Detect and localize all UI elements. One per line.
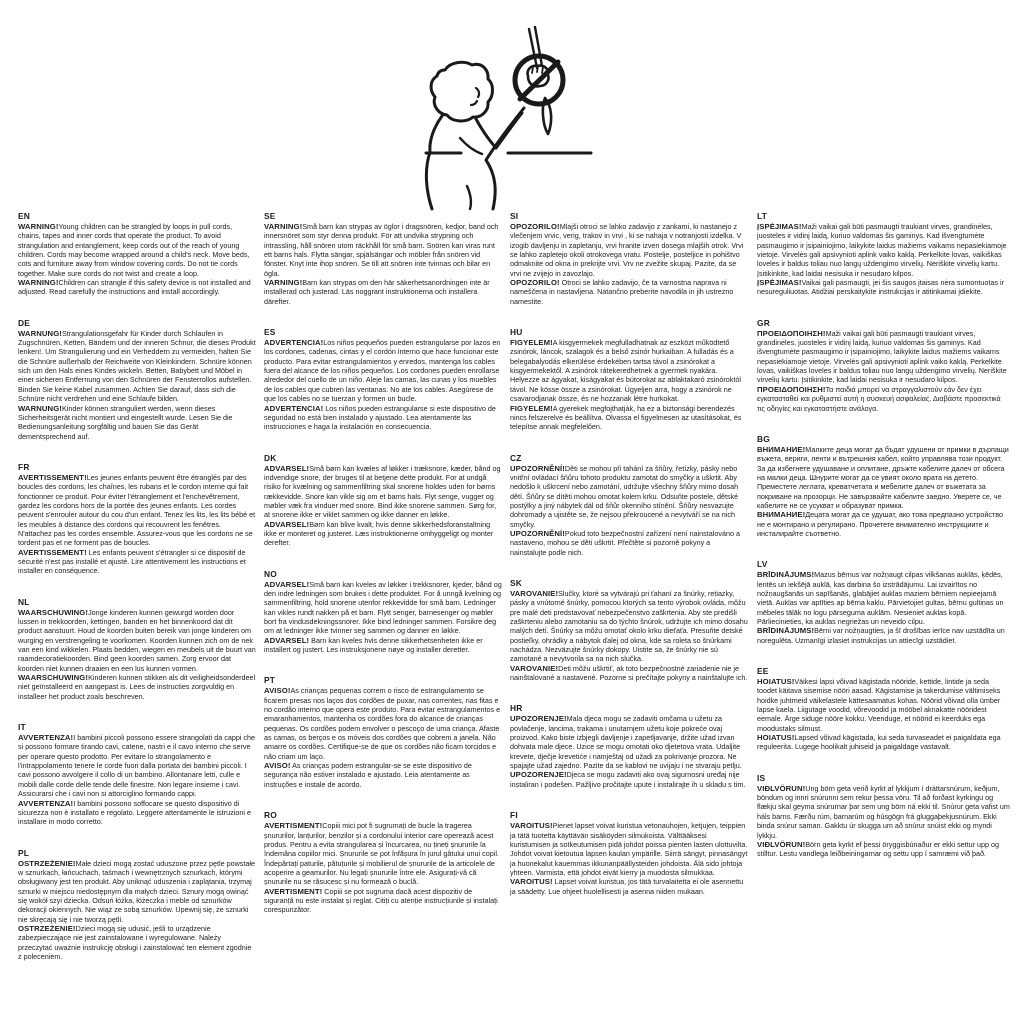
warning-text: Barn kan kveles hvis denne sikkerhetsenheten ikke er installert og justert. Les instruksjonene nøye og installer deretter. — [264, 635, 483, 655]
language-section — [18, 597, 256, 701]
language-code-label: ES — [264, 327, 276, 338]
warning-text: Dzieci mogą się udusić, jeśli to urządzenie zabezpieczające nie jest zainstalowane i wyregulowane. Należy przeczytać uważnie instrukcję obsługi i zainstalować ten element zgodnie z poleceniem. — [18, 923, 252, 961]
warning-text: Börn geta kyrkt ef þessi öryggisbúnaður er ekki settur upp og stilltur. Lestu vandlega leiðbeiningarnar og settu upp í samræmi við það. — [757, 839, 1000, 859]
warning-text: A gyerekek megfojthatják, ha ez a biztonsági berendezés nincs felszerelve és beállítva. Olvassa el figyelmesen az utasításokat, és telepítse annak megfelelően. — [510, 403, 742, 432]
warning-text: Mlajši otroci se lahko zadavijo z zankami, ki nastanejo z vlečenjem vrvic, verig, trakov in vrvi , ki se nahaja v notranjosti izdelka. V izogib davljenju in zapletanju, vrvi hranite izven dosega mlajših otrok. Vrvi se lahko zapletejo okoli otrokovega vratu. Postelje, posteljice in pohištvo odmaknite od okna in prekrijte vrvi. Vrv ne zvežite skupaj. Pazite, da se vrvi ne zvijejo in zavozlajo. — [510, 222, 744, 278]
warning-label: VAROVANIE! — [510, 663, 559, 673]
warning-text: Les jeunes enfants peuvent être étranglés par des boucles des cordons, les chaînes, les rubans et le cordon interne qui fait fonctionner ce produit. Pour éviter l'étranglement et l'enchevêtrement, gardez les cordons hors de la portée des jeunes enfants. Les cordes peuvent s'enrouler autour du cou d'un enfant. Tenez les lits, les lits bébé et les meubles à distance des cordons qui recouvrent les fenêtres. N'attachez pas les cordes ensemble. Assurez-vous que les cordons ne se tordent pas et ne forment pas de boucles. — [18, 472, 256, 548]
warning-text: Børn kan blive kvalt, hvis denne sikkerhedsforanstaltning ikke er monteret og justeret. Læs instruktionerne omhyggeligt og monter derefter. — [264, 519, 494, 548]
warning-paragraph-1 — [18, 222, 256, 278]
warning-label: AVERTISMENT! — [264, 821, 323, 831]
warning-paragraph-1 — [264, 338, 502, 403]
language-code-label: PT — [264, 675, 276, 686]
warning-paragraph-1 — [510, 821, 748, 877]
warning-text: Maži vaikai gali būti pasmaugti traukiant virves, grandinėles, juosteles ir vidinį laidą, kuriuo valdomas šis gaminys. Kad išvengtumėte pasmaugimo ir įsipainiojimo, laikykite laidus mažiems vaikams nepasiekiamoje vietoje. Virvelės gali apsivynioti aplink vaiko kaklą. Perkelkite lovas, vaikiškas loveles ir baldus toliau nuo langų uždengimo virvelių. Neriškite virvelių kartu. Įsitikinkite, kad laidai nesisuka ir nesudaro kilpos. — [757, 222, 1007, 278]
warning-paragraph-2 — [18, 799, 256, 827]
warning-paragraph-2 — [264, 887, 502, 915]
warning-text: Kinderen kunnen stikken als dit veiligheidsonderdeel niet geïnstalleerd en aangepast is. Lees de instructies zorgvuldig en installeer het product zoals beschreven. — [18, 673, 256, 701]
warning-paragraph-2 — [18, 548, 256, 576]
language-column-4 — [757, 211, 1010, 880]
language-section — [264, 810, 502, 914]
language-section — [18, 848, 256, 962]
language-column-2 — [264, 211, 502, 936]
warning-paragraph-2 — [264, 761, 502, 789]
warning-text: Mala djeca mogu se zadaviti omčama u užetu za povlačenje, lancima, trakama i unutarnjem užetu koje pokreće ovaj proizvod. Kako biste izbjegli davljenje i zapetljavanje, držite užad izvan dohvata male djece. Uzice se mogu omotati oko djetetova vrata. Udaljite krevete, dječje krevetiće i namještaj od užadi za pokrivanje prozora. Ne spajajte užad zajedno. Pazite da se kablovi ne uvijaju i ne stvaraju petlju. — [510, 714, 742, 771]
language-section — [510, 703, 748, 789]
warning-text: Copiii se pot sugruma dacă acest dispozitiv de siguranță nu este instalat și reglat. Citiți cu atenție instrucțiunile și instalați corespunzător. — [264, 886, 498, 915]
language-code-label: IS — [757, 772, 766, 783]
warning-label: ВНИМАНИЕ! — [757, 444, 806, 454]
language-code-label: LV — [757, 559, 768, 570]
warning-paragraph-1 — [264, 821, 502, 886]
warning-paragraph-1 — [264, 464, 502, 520]
language-code-label: IT — [18, 722, 26, 733]
warning-paragraph-1 — [757, 445, 1010, 510]
warning-text: Deti môžu uškrtiť, ak toto bezpečnostné zariadenie nie je nainštalované a nastavené. Pozorne si prečítajte pokyny a nainštalujte ich. — [510, 663, 748, 683]
warning-text: Children can strangle if this safety device is not installed and adjusted. Read carefully the instructions and install accordingly. — [18, 278, 251, 297]
warning-text: Pokud toto bezpečnostní zařízení není nainstalováno a nastaveno, mohou se děti uškrtit. Přečtěte si pozorně pokyny a nainstalujte podle nich. — [510, 528, 740, 557]
warning-label: VARNING! — [264, 278, 303, 288]
warning-text: Los niños pequeños pueden estrangularse por lazos en los cordones, cadenas, cintas y el cordón interno que hace funcionar este producto. Para evitar estrangulamientos y enredos, mantenga los cables fuera del alcance de los niños pequeños. Los cordones pueden enrollarse alrededor del cuello de un niño. Aleje las camas, las cunas y los muebles de los cables que cubren las ventanas. No ate los cables. Asegúrese de que los cables no se tuerzan y formen un bucle. — [264, 338, 501, 404]
warning-label: ADVARSEL! — [264, 635, 310, 645]
warning-label: HOIATUS! — [757, 677, 795, 687]
language-section — [264, 569, 502, 655]
warning-paragraph-1 — [757, 784, 1010, 840]
warning-label: VAROVANIE! — [510, 588, 559, 598]
warning-paragraph-1 — [510, 714, 748, 770]
warning-paragraph-2 — [510, 278, 748, 306]
warning-label: WARNING! — [18, 222, 59, 231]
warning-paragraph-1 — [18, 473, 256, 548]
warning-text: Barn kan strypas om den här säkerhetsanordningen inte är installerad och justerad. Läs noggrant instruktionerna och installera därefter. — [264, 278, 490, 306]
language-code-label: CZ — [510, 452, 522, 463]
language-section — [264, 675, 502, 789]
warning-paragraph-1 — [264, 580, 502, 636]
warning-label: VAROITUS! — [510, 877, 553, 887]
warning-label: ĮSPĖJIMAS! — [757, 278, 802, 288]
language-section — [510, 453, 748, 557]
warning-text: Strangulationsgefahr für Kinder durch Schlaufen in Zugschnüren, Ketten, Bändern und der inneren Schnur, die dieses Produkt lenken!. Um Strangulierung und ein Verheddern zu vermeiden, halten Sie die Schnüre außerhalb der Reichweite von Kleinkindern. Schnüre können sich um den Hals eines Kindes wickeln. Betten, Babybett und Möbel in einer sicheren Entfernung von den Schnüren der Fensterrollos aufstellen. Binden Sie keine Kabel zusammen. Achten Sie darauf, dass sich die Schnüre nicht verdrehen und eine Schlaufe bilden. — [18, 328, 256, 404]
warning-paragraph-2 — [264, 636, 502, 655]
warning-text: As crianças podem estrangular-se se este dispositivo de segurança não estiver instalado e ajustado. Leia atentamente as instruções e instale de acordo. — [264, 761, 472, 789]
language-section — [18, 318, 256, 441]
warning-text: Mazus bērnus var nožņaugt cilpas vilkšanas auklās, ķēdēs, lentēs un iekšējā auklā, kas darbina šo izstrādājumu. Lai izvairītos no nožņaugšanās un sapīšanās, glabājiet auklas maziem bērniem nepieejamā vietā. Auklas var aptīties ap bērna kaklu. Pārvietojiet gultas, bērnu gultiņas un mēbeles tālāk no logu pārseguma auklām. Nesieniet auklas kopā. Pārliecinieties, ka auklas negriežas un neveido cilpu. — [757, 570, 1004, 626]
child-figure — [426, 62, 524, 209]
warning-paragraph-1 — [264, 222, 502, 278]
warning-label: WAARSCHUWING! — [18, 673, 89, 683]
warning-label: UPOZORNĚNÍ! — [510, 528, 565, 538]
language-code-label: NO — [264, 568, 277, 579]
warning-label: OSTRZEŻENIE! — [18, 858, 76, 868]
warning-paragraph-2 — [18, 673, 256, 701]
warning-label: VIÐLVÖRUN! — [757, 783, 806, 793]
warning-text: Малките деца могат да бъдат удушени от примки в дърпащи въжета, вериги, ленти и вътрешния кабел, който управлява този продукт. За да избегнете удушаване и оплитане, дръжте кабелите далеч от обсега на малки деца. Шнурите могат да се увият около врата на детето. Преместете леглата, креватчетата и мебелите далеч от въжетата за покриване на прозорци. Не завързвайте кабелите заедно. Уверете се, че кабелите не се усукват и образуват примка. — [757, 444, 1009, 510]
warning-text: I bambini piccoli possono essere strangolati da cappi che si possono formare tirando cavi, catene, nastri e il cavo interno che serve per operare questo prodotto. Per evitare lo strangolamento e l'intrappolamento tenere le corde fuori dalla portata dei bambini piccoli. I cavi possono avvolgere il collo di un bambino. Allontanare letti, culle e mobili dalle corde delle tende delle finestre. Non legare insieme i cavi. Assicurarsi che i cavi non si attorciglino formando cappi. — [18, 733, 255, 799]
warning-label: ADVERTENCIA! — [264, 338, 324, 348]
warning-label: AVERTISSEMENT! — [18, 472, 87, 482]
warning-text: Små børn kan kvæles af løkker i træksnore, kæder, bånd og indvendige snore, der bruges til at betjene dette produkt. For at undgå risiko for kvælning og sammenfiltring skal snorene holdes uden for børns rækkevidde. Snore kan vikle sig om et barns hals. Flyt senge, vugger og møbler væk fra vinduer med snore. Bind ikke snorene sammen. Sørg for, at snorene ikke er viklet sammen og ikke danner en løkke. — [264, 463, 501, 520]
warning-paragraph-1 — [757, 570, 1010, 626]
language-code-label: EE — [757, 666, 769, 677]
warning-text: A kisgyermekek megfulladhatnak az eszközt működtető zsinórok, láncok, szalagok és a belső zsinór hurkaiban. A fulladás és a belegabalyodás elkerülése érdekében tartsa távol a zsinórokat a kisgyermekektől. A zsinórok rátekeredhetnek a gyermek nyakára. Helyezze az ágyakat, kiságyakat és bútorokat az ablaktakaró zsinóroktól távol. Ne kösse össze a zsinórokat. Ügyeljen arra, hogy a zsinórok ne csavarodjanak össze, és ne hozzanak létre hurkokat. — [510, 338, 741, 404]
language-code-label: EN — [18, 211, 31, 221]
warning-label: ΠΡΟΕΙΔΟΠΟΙΗΣΗ! — [757, 384, 826, 394]
warning-text: Små barn kan kveles av løkker i trekksnorer, kjeder, bånd og den indre ledningen som brukes i dette produktet. For å unngå kvelning og sammenfiltring, hold snorene utenfor rekkevidde for små barn. Ledninger kan vikles rundt nakken på et barn. Flytt senger, barnesenger og møbler bort fra vindusdekningssnorer. Ikke bind ledninger sammen. Forsikre deg om at ledninger ikke tvinner seg sammen og danner en løkke. — [264, 579, 502, 636]
language-section — [757, 559, 1010, 645]
warning-text: Slučky, ktoré sa vytvárajú pri ťahaní za šnúrky, retiazky, pásky a vnútorné šnúrky, pomocou ktorých sa tento výrobok ovláda, môžu pre malé deti predstavovať nebezpečenstvo zaškrtenia. Aby ste predišli zaškrteniu alebo zamotaniu sa do týchto šnúrok, udržujte ich mimo dosahu malých detí. Šnúrky sa môžu omotať okolo krku dieťaťa. Presuňte detské postieľky, ohrádky a nábytok ďalej od okna, kde sa roleta so šnúrkami nachádza. Nezväzujte šnúrky dokopy. Uistite sa, že šnúrky nie sú zamotané a nevytvorila sa na nich slučka. — [510, 588, 748, 664]
warning-text: Τα παιδιά μπορεί να στραγγαλιστούν εάν δεν έχει εγκατασταθεί και ρυθμιστεί αυτή η συσκευή ασφαλείας. Διαβάστε προσεκτικά τις οδηγίες και εγκαταστήστε ανάλογα. — [757, 384, 1001, 413]
warning-text: Otroci se lahko zadavijo, če ta varnostna naprava ni nameščena in nastavljena. Natančno preberite navodila in jih ustrezno namestite. — [510, 278, 734, 306]
warning-text: Lapset voivat kuristua, jos tätä turvalaitetta ei ole asennettu ja säädetty. Lue ohjeet huolellisesti ja asenna niiden mukaan. — [510, 877, 744, 896]
language-code-label: HU — [510, 327, 523, 338]
warning-label: AVERTISSEMENT! — [18, 547, 87, 557]
warning-paragraph-2 — [510, 404, 748, 432]
warning-text: Kinder können stranguliert werden, wenn dieses Sicherheitsgerät nicht montiert und eingestellt wurde. Lesen Sie die Bedienungsanleitung sorgfältig und bauen Sie das Gerät dementsprechend auf. — [18, 403, 233, 441]
warning-text: Bērni var nožņaugties, ja šī drošības ierīce nav uzstādīta un noregulēta. Uzmanīgi izlasiet instrukcijas un attiecīgi uzstādiet. — [757, 626, 1005, 645]
warning-label: OPOZORILO! — [510, 278, 560, 288]
warning-label: AVISO! — [264, 761, 291, 771]
warning-paragraph-2 — [757, 733, 1010, 752]
warning-paragraph-2 — [757, 385, 1010, 413]
warning-text: Väikesi lapsi võivad kägistada nööride, kettide, lintide ja seda toodet käitava sisemise nööri aasad. Kägistamise ja takerdumise vältimiseks hoidke juhtmeid väikelastele kättesaamatus kohas. Nöörid võivad olla ümber lapse kaela. Liigutage voodid, võrevoodid ja mööbel aknakatte nööridest eemale. Ärge siduge nööre kokku. Veenduge, et nöörid ei keerduks ega moodustaks silmust. — [757, 677, 1001, 733]
warning-label: ĮSPĖJIMAS! — [757, 222, 802, 231]
warning-paragraph-2 — [757, 626, 1010, 645]
warning-label: WARNUNG! — [18, 328, 62, 338]
warning-label: FIGYELEM! — [510, 403, 553, 413]
warning-label: AVVERTENZA! — [18, 798, 74, 808]
warning-paragraph-2 — [264, 404, 502, 432]
language-code-label: GR — [757, 317, 770, 328]
warning-label: OSTRZEŻENIE! — [18, 923, 76, 933]
language-code-label: HR — [510, 703, 523, 714]
warning-paragraph-2 — [18, 278, 256, 297]
warning-label: UPOZORENJE! — [510, 714, 567, 724]
warning-text: Vaikai gali pasmaugti, jei šis saugos įtaisas nėra sumontuotas ir nesureguliuotas. Atidžiai perskaitykite instrukcijas ir atitinkamai įdiekite. — [757, 278, 1004, 297]
language-section — [264, 211, 502, 306]
warning-paragraph-2 — [757, 278, 1010, 297]
warning-paragraph-1 — [510, 338, 748, 403]
language-code-label: BG — [757, 433, 770, 444]
warning-paragraph-2 — [18, 924, 256, 961]
warning-paragraph-1 — [757, 329, 1010, 385]
warning-label: ADVARSEL! — [264, 463, 310, 473]
warning-text: Децата могат да се удушат, ако това предпазно устройство не е монтирано и регулирано. Прочетете внимателно инструкциите и инсталирайте съответно. — [757, 510, 1003, 538]
language-section — [757, 318, 1010, 413]
warning-label: VAROITUS! — [510, 821, 553, 831]
warning-label: FIGYELEM! — [510, 338, 553, 348]
warning-label: ADVARSEL! — [264, 579, 310, 589]
warning-label: AVISO! — [264, 686, 291, 696]
language-section — [757, 434, 1010, 538]
language-section — [510, 578, 748, 682]
warning-label: BRĪDINĀJUMS! — [757, 626, 815, 636]
warning-text: Copiii mici pot fi sugrumați de bucle la tragerea șnururilor, lanțurilor, benzilor și a cordonului interior care operează acest produs. Pentru a evita strangularea și încurcarea, nu țineți șnururile la îndemâna copiilor mici. Șnururile se pot înfășura în jurul gâtului unui copil. Îndepărtați paturile, pătuțurile și mobilierul de șnururile de la articolele de acoperire a geamurilor. Nu legați șnururile între ele. Asigurați-vă că șnururile nu se răsucesc și nu formează o buclă. — [264, 821, 499, 887]
warning-label: HOIATUS! — [757, 733, 795, 743]
warning-text: Jonge kinderen kunnen gewurgd worden door lussen in trekkoorden, kettingen, banden en het binnenkoord dat dit product aanstuurt. Houd de koorden buiten bereik van jonge kinderen om wurging en verstrengeling te voorkomen. Koorden kunnen zich om de nek van een kind wikkelen. Plaats bedden, wiegen en meubels uit de buurt van raamdecoratiekoorden. Bind geen koorden samen. Zorg ervoor dat koorden niet kunnen draaien en een lus kunnen vormen. — [18, 607, 256, 673]
warning-paragraph-1 — [757, 222, 1010, 278]
warning-paragraph-2 — [510, 529, 748, 557]
warning-label: ВНИМАНИЕ! — [757, 510, 806, 520]
warning-paragraph-1 — [510, 589, 748, 664]
warning-paragraph-2 — [510, 770, 748, 789]
warning-text: Les enfants peuvent s'étrangler si ce dispositif de sécurité n'est pas installé et ajusté. Lire attentivement les instructions et installer en conséquence. — [18, 547, 246, 576]
language-code-label: FR — [18, 461, 30, 472]
warning-paragraph-2 — [510, 877, 748, 896]
language-section — [264, 453, 502, 548]
warning-label: BRĪDINĀJUMS! — [757, 570, 815, 580]
warning-text: Maži vaikai gali būti pasmaugti traukiant virves, grandinėles, juosteles ir vidinį laidą, kuriuo valdomas šis gaminys. Kad išvengtumėte pasmaugimo ir įsipainiojimo, laikykite laidus mažiems vaikams nepasiekiamoje vietoje. Virvelės gali apsivynioti aplink vaiko kaklą. Perkelkite lovas, vaikiškas loveles ir baldus toliau nuo langų uždengimo virvelių. Neriškite virvelių kartu. Įsitikinkite, kad laidai nesisuka ir nesudaro kilpos. — [757, 328, 1007, 385]
language-section — [757, 666, 1010, 752]
language-code-label: RO — [264, 810, 277, 821]
child-cord-prohibition-illustration — [372, 10, 636, 212]
warning-paragraph-2 — [264, 278, 502, 306]
language-section — [18, 722, 256, 826]
warning-text: I bambini possono soffocare se questo dispositivo di sicurezza non è installato e regolato. Leggere attentamente le istruzioni e installare in modo corretto. — [18, 798, 251, 827]
language-code-label: SI — [510, 211, 519, 221]
warning-text: Małe dzieci mogą zostać uduszone przez pętle powstałe w sznurkach, łańcuchach, taśmach i wewnętrznych sznurkach, którymi obsługiwany jest ten produkt. Aby uniknąć uduszenia i zaplątania, trzymaj sznurki w miejscu niedostępnym dla małych dzieci. Sznury mogą owinąć się wokół szyi dziecka. Odsuń łóżka, łóżeczka i meble od sznurków dekoracji okiennych. Nie wiąż ze sobą sznurków. Upewnij się, że sznurki nie skręcają się i nie tworzą pętli. — [18, 858, 255, 924]
warning-label: AVERTISMENT! — [264, 886, 323, 896]
warning-paragraph-1 — [264, 686, 502, 761]
warning-paragraph-1 — [18, 329, 256, 404]
warning-paragraph-2 — [757, 840, 1010, 859]
language-column-1 — [18, 211, 256, 982]
language-section — [264, 327, 502, 431]
language-section — [757, 773, 1010, 859]
warning-label: ADVERTENCIA! — [264, 403, 324, 413]
warning-text: Los niños pueden estrangularse si este dispositivo de seguridad no está bien instalado y ajustado. Lea atentamente las instrucciones e haga la instalación en consecuencia. — [264, 403, 496, 432]
warning-paragraph-2 — [18, 404, 256, 441]
language-section — [510, 211, 748, 306]
language-section — [757, 211, 1010, 297]
language-code-label: FI — [510, 810, 518, 821]
warning-label: VARNING! — [264, 222, 303, 231]
warning-label: WARNUNG! — [18, 403, 62, 413]
language-code-label: SK — [510, 577, 523, 588]
warning-label: UPOZORENJE! — [510, 770, 567, 780]
language-code-label: LT — [757, 211, 768, 221]
warning-label: AVVERTENZA! — [18, 733, 74, 743]
warning-text: Ung börn geta verið kyrkt af lykkjum í dráttarsnúrum, keðjum, böndum og innri snúrunni sem rekur þessa vöru. Til að forðast kyrkingu og flækju skal geyma snúrurnar þar sem ung börn ná ekki til. Snúrur geta vafist um háls barns. Færðu rúm, barnarúm og húsgögn frá gluggaþekjusnúrum. Ekki binda snúrur saman. Gakktu úr skugga um að snúrur snúist ekki og myndi lykkju. — [757, 783, 1010, 840]
warning-label: WAARSCHUWING! — [18, 607, 89, 617]
warning-paragraph-1 — [18, 733, 256, 798]
language-code-label: DE — [18, 317, 31, 328]
language-column-3 — [510, 211, 748, 917]
warning-text: Young children can be strangled by loops in pull cords, chains, tapes and inner cords that operate the product. To avoid strangulation and entanglement, keep cords out of the reach of young children. Cords may become wrapped around a child's neck. Move beds, cots and furniture away from window covering cords. Do not tie cords together. Make sure cords do not twist and create a loop. — [18, 222, 250, 278]
warning-label: VIÐLVÖRUN! — [757, 839, 806, 849]
warning-paragraph-1 — [18, 608, 256, 673]
language-code-label: NL — [18, 596, 30, 607]
language-code-label: SE — [264, 211, 276, 221]
warning-text: Pienet lapset voivat kuristua vetonauhojen, ketjujen, teippien ja tätä tuotetta käyttävän sisäköyden silmukoista. Välttääksesi kuristumisen ja sotkeutumisen pidä johdot poissa pienten lasten ulottuvilta. Johdot voivat kietoutua lapsen kaulan ympärille. Siirrä sängyt, pinnasängyt ja huonekalut kauemmas ikkunanpäällysteiden johdoista. Älä sido johtoja yhteen. Varmista, että johdot eivät kierry ja muodosta silmukkaa. — [510, 821, 748, 877]
warning-text: Djeca se mogu zadaviti ako ovaj sigurnosni uređaj nije instaliran i podešen. Pažljivo pročitajte upute i instalirajte ih u skladu s tim. — [510, 770, 746, 789]
language-section — [510, 327, 748, 431]
warning-paragraph-1 — [757, 677, 1010, 733]
warning-text: Lapsed võivad kägistada, kui seda turvaseadet ei paigaldata ega reguleerita. Lugege hoolikalt juhiseid ja paigaldage vastavalt. — [757, 733, 1001, 752]
warning-paragraph-2 — [264, 520, 502, 548]
warning-label: WARNING! — [18, 278, 59, 288]
language-section — [18, 211, 256, 297]
warning-paragraph-1 — [510, 464, 748, 529]
warning-text: Děti se mohou při tahání za šňůry, řetízky, pásky nebo vnitřní ovládací šňůru tohoto produktu zamotat do smyčky a uškrtit. Aby nedošlo k uškrcení nebo zamotání, udržujte všechny šňůry mimo dosah dětí. Šňůry se dítěti mohou omotat kolem krku. Odsuňte postele, dětské postýlky a jiný nábytek dál od šňůr okenního stínění. Šňůry nesvazujte dohromady a ujistěte se, že nejsou překroucené a nevytváří se na nich smyčky. — [510, 463, 739, 529]
warning-paragraph-1 — [18, 859, 256, 924]
language-section — [18, 462, 256, 576]
warning-text: Små barn kan strypas av öglor i dragsnören, kedjor, band och innersnöret som styr denna produkt. För att undvika strypning och intrassling, håll snören utom räckhåll för små barn. Snören kan viras runt ett barns hals. Flytta sängar, spjälsängar och möbler från snören vid fönster. Knyt inte ihop snören. Se till att snören inte tvinnas och bilar en ögla. — [264, 222, 499, 278]
warning-label: UPOZORNĚNÍ! — [510, 463, 565, 473]
warning-paragraph-2 — [510, 664, 748, 683]
warning-text: As crianças pequenas correm o risco de estrangulamento se ficarem presas nos laços dos cordões de puxar, nas correntes, nas fitas e no cordão interno que opera este produto. Para evitar estrangulamentos e emaranhamentos, mantenha os cordões fora do alcance de crianças pequenas. Os cordões podem envolver o pescoço de uma criança. Afaste as camas, os berços e os móveis dos cordões que cobrem a janela. Não amarre os cordões. Certifique-se de que os cordões não ficam torcidos e não criam um laço. — [264, 686, 501, 761]
language-code-label: DK — [264, 452, 277, 463]
language-section — [510, 810, 748, 896]
warning-label: OPOZORILO! — [510, 222, 560, 231]
warning-paragraph-1 — [510, 222, 748, 278]
prohibition-symbol — [515, 56, 563, 104]
warning-label: ADVARSEL! — [264, 519, 310, 529]
warning-label: ΠΡΟΕΙΔΟΠΟΙΗΣΗ! — [757, 328, 826, 338]
language-code-label: PL — [18, 847, 30, 858]
warning-paragraph-2 — [757, 510, 1010, 538]
